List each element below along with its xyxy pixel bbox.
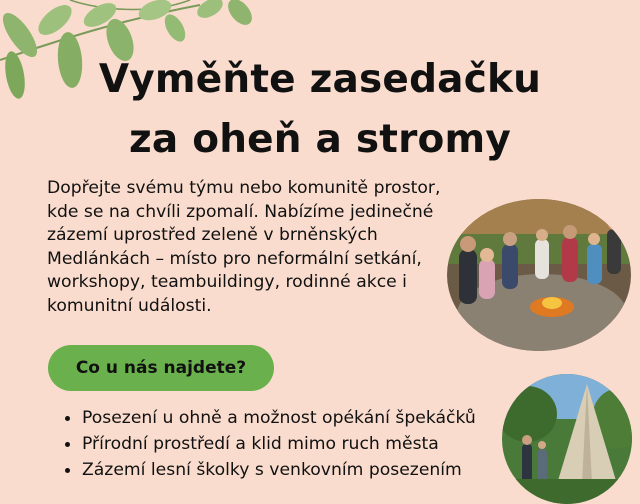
what-we-offer-button[interactable]: Co u nás najdete? xyxy=(48,345,274,391)
intro-line: kde se na chvíli zpomalí. Nabízíme jedinečné xyxy=(47,201,434,222)
list-item: Zázemí lesní školky s venkovním posezením xyxy=(62,457,476,483)
intro-line: workshopy, teambuildingy, rodinné akce i xyxy=(47,272,407,293)
list-item: Posezení u ohně a možnost opékání špekáčků xyxy=(62,405,476,431)
intro-line: Dopřejte svému týmu nebo komunitě prostor, xyxy=(47,178,441,198)
intro-line: Medlánkách – místo pro neformální setkání, xyxy=(47,248,422,269)
intro-line: zázemí uprostřed zeleně v brněnských xyxy=(47,225,378,246)
feature-list xyxy=(62,405,476,483)
campfire-group-photo xyxy=(447,199,631,351)
teepee-forest-photo xyxy=(502,374,632,504)
page-title-line-2: za oheň a stromy xyxy=(129,117,511,162)
list-item: Přírodní prostředí a klid mimo ruch města xyxy=(62,431,476,457)
intro-line: komunitní události. xyxy=(47,295,212,316)
page-title-line-1: Vyměňte zasedačku xyxy=(98,57,542,102)
intro-paragraph xyxy=(47,177,467,319)
